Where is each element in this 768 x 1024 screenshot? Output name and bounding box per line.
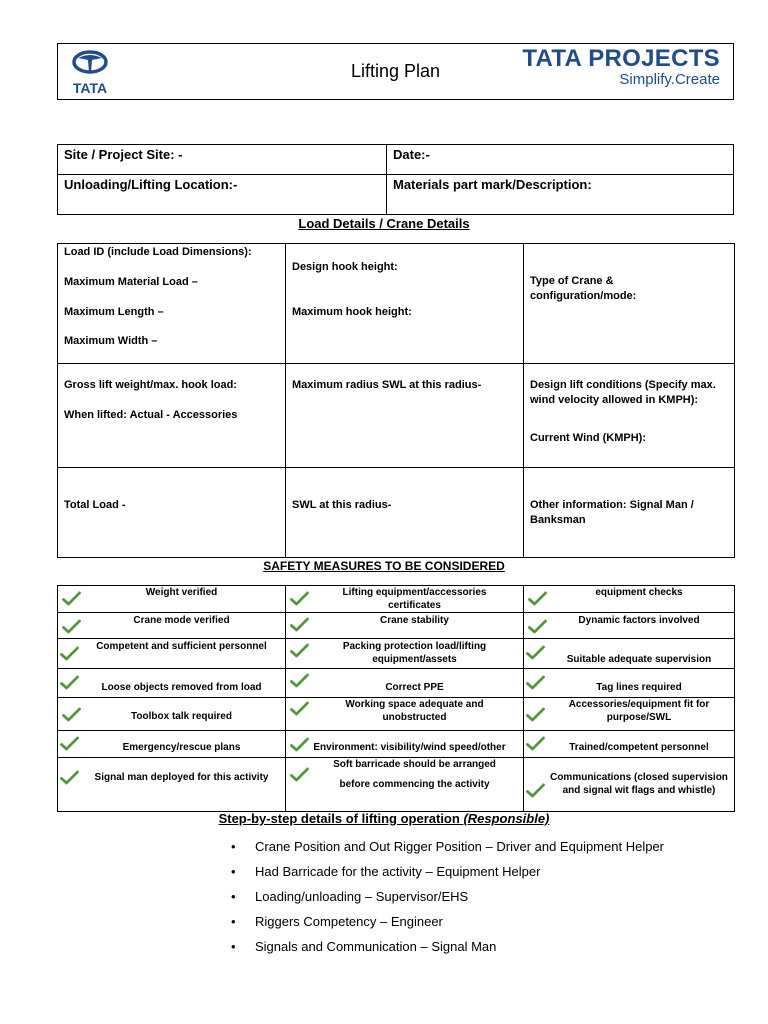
bullet-icon: • (231, 889, 236, 904)
safety-text: Dynamic factors involved (578, 615, 700, 626)
brand-tagline: Simplify.Create (619, 71, 720, 88)
bullet-icon: • (231, 864, 236, 879)
design-conditions-cell (524, 364, 735, 468)
safety-text: Weight verified (145, 587, 218, 598)
crane-config-label: configuration/mode: (530, 290, 637, 302)
safety-cell (524, 639, 735, 669)
green-check-icon (60, 675, 79, 690)
safety-text: Suitable adequate supervision (566, 654, 712, 665)
max-hook-height-label: Maximum hook height: (292, 306, 412, 318)
step-text: Loading/unloading – Supervisor/EHS (255, 889, 469, 904)
bullet-icon: • (231, 839, 236, 854)
current-wind-label: Current Wind (KMPH): (530, 432, 646, 444)
safety-text: Toolbox talk required (131, 711, 232, 722)
site-info-table (57, 144, 734, 215)
safety-cell (58, 586, 286, 613)
safety-text: Signal man deployed for this activity (94, 772, 269, 783)
load-section-title: Load Details / Crane Details (298, 216, 470, 231)
safety-measures-table (57, 585, 735, 812)
safety-text: certificates (388, 600, 441, 611)
safety-text: Environment: visibility/wind speed/other (313, 742, 506, 753)
other-info-label: Other information: Signal Man / (530, 499, 694, 511)
steps-title-italic: (Responsible) (463, 811, 550, 826)
green-check-icon (526, 707, 545, 722)
green-check-icon (290, 701, 309, 716)
safety-cell (286, 758, 524, 812)
safety-cell (524, 586, 735, 613)
safety-text: Emergency/rescue plans (122, 742, 241, 753)
safety-section-title: SAFETY MEASURES TO BE CONSIDERED (263, 559, 505, 573)
hook-height-cell (286, 244, 524, 364)
green-check-icon (60, 736, 79, 751)
safety-text: Soft barricade should be arranged (333, 759, 496, 770)
wind-velocity-label: wind velocity allowed in KMPH): (530, 394, 699, 406)
other-info-cell (524, 468, 735, 558)
when-lifted-label: When lifted: Actual - Accessories (64, 409, 238, 421)
brand-block (522, 45, 720, 89)
safety-text: equipment checks (595, 587, 683, 598)
design-conditions-label: Design lift conditions (Specify max. (530, 379, 716, 391)
safety-text: Communications (closed supervision (550, 772, 728, 783)
safety-text: purpose/SWL (606, 712, 672, 723)
safety-text: Crane mode verified (133, 615, 230, 626)
safety-text: Packing protection load/lifting (342, 641, 487, 652)
load-details-table (57, 243, 735, 558)
safety-cell (524, 758, 735, 812)
safety-cell (58, 669, 286, 698)
green-check-icon (62, 591, 81, 606)
green-check-icon (290, 643, 309, 658)
design-hook-height-label: Design hook height: (292, 261, 398, 273)
bullet-icon: • (231, 914, 236, 929)
safety-cell (524, 731, 735, 758)
safety-text: Loose objects removed from load (101, 682, 262, 693)
green-check-icon (526, 736, 545, 751)
materials-cell: Materials part mark/Description: (387, 175, 734, 215)
max-radius-cell (286, 364, 524, 468)
green-check-icon (526, 675, 545, 690)
gross-lift-cell (58, 364, 286, 468)
step-text: Riggers Competency – Engineer (255, 914, 443, 929)
green-check-icon (528, 619, 547, 634)
safety-cell (524, 613, 735, 639)
safety-cell (58, 698, 286, 731)
safety-cell (286, 639, 524, 669)
gross-lift-label: Gross lift weight/max. hook load: (64, 379, 237, 391)
swl-radius-cell (286, 468, 524, 558)
load-id-label: Load ID (include Load Dimensions): (64, 246, 252, 258)
safety-cell (58, 613, 286, 639)
green-check-icon (62, 707, 81, 722)
document-header (57, 43, 734, 100)
steps-title-text: Step-by-step details of lifting operation (218, 811, 460, 826)
date-cell: Date:- (387, 145, 734, 175)
safety-cell (286, 731, 524, 758)
safety-cell (58, 639, 286, 669)
page-title: Lifting Plan (350, 61, 441, 81)
safety-text: Competent and sufficient personnel (96, 641, 267, 652)
safety-cell (286, 698, 524, 731)
safety-text: Trained/competent personnel (569, 742, 709, 753)
safety-text: Correct PPE (385, 682, 444, 693)
safety-cell (286, 613, 524, 639)
safety-text: Tag lines required (596, 682, 682, 693)
load-id-cell (58, 244, 286, 364)
safety-text: equipment/assets (372, 654, 457, 665)
safety-cell (524, 669, 735, 698)
green-check-icon (60, 646, 79, 661)
safety-text: Accessories/equipment fit for (568, 699, 710, 710)
max-radius-label: Maximum radius SWL at this radius- (292, 379, 482, 391)
max-length-label: Maximum Length – (64, 306, 164, 318)
max-material-load-label: Maximum Material Load – (64, 276, 198, 288)
brand-name: TATA PROJECTS (522, 45, 720, 72)
safety-text: before commencing the activity (339, 779, 490, 790)
location-cell: Unloading/Lifting Location:- (58, 175, 387, 215)
step-text: Had Barricade for the activity – Equipment Helper (255, 864, 541, 879)
safety-text: unobstructed (382, 712, 447, 723)
step-text: Signals and Communication – Signal Man (255, 939, 497, 954)
green-check-icon (290, 673, 309, 688)
green-check-icon (290, 591, 309, 606)
banksman-label: Banksman (530, 514, 586, 526)
green-check-icon (526, 783, 545, 798)
swl-radius-label: SWL at this radius- (292, 499, 392, 511)
max-width-label: Maximum Width – (64, 335, 158, 347)
safety-cell (286, 586, 524, 613)
logo-text: TATA (72, 80, 108, 95)
total-load-label: Total Load - (64, 499, 126, 511)
safety-text: Crane stability (380, 615, 449, 626)
project-site-cell: Site / Project Site: - (58, 145, 387, 175)
total-load-cell (58, 468, 286, 558)
green-check-icon (526, 645, 545, 660)
green-check-icon (60, 770, 79, 785)
safety-cell (524, 698, 735, 731)
green-check-icon (62, 619, 81, 634)
safety-text: Working space adequate and (345, 699, 484, 710)
crane-type-cell (524, 244, 735, 364)
green-check-icon (528, 591, 547, 606)
safety-cell (58, 731, 286, 758)
safety-cell (58, 758, 286, 812)
steps-title (0, 811, 768, 826)
safety-text: Lifting equipment/accessories (342, 587, 487, 598)
step-text: Crane Position and Out Rigger Position – Driver and Equipment Helper (255, 839, 664, 854)
green-check-icon (290, 767, 309, 782)
safety-text: and signal wit flags and whistle) (562, 785, 716, 796)
crane-type-label: Type of Crane & (530, 275, 614, 287)
bullet-icon: • (231, 939, 236, 954)
safety-cell (286, 669, 524, 698)
green-check-icon (290, 617, 309, 632)
